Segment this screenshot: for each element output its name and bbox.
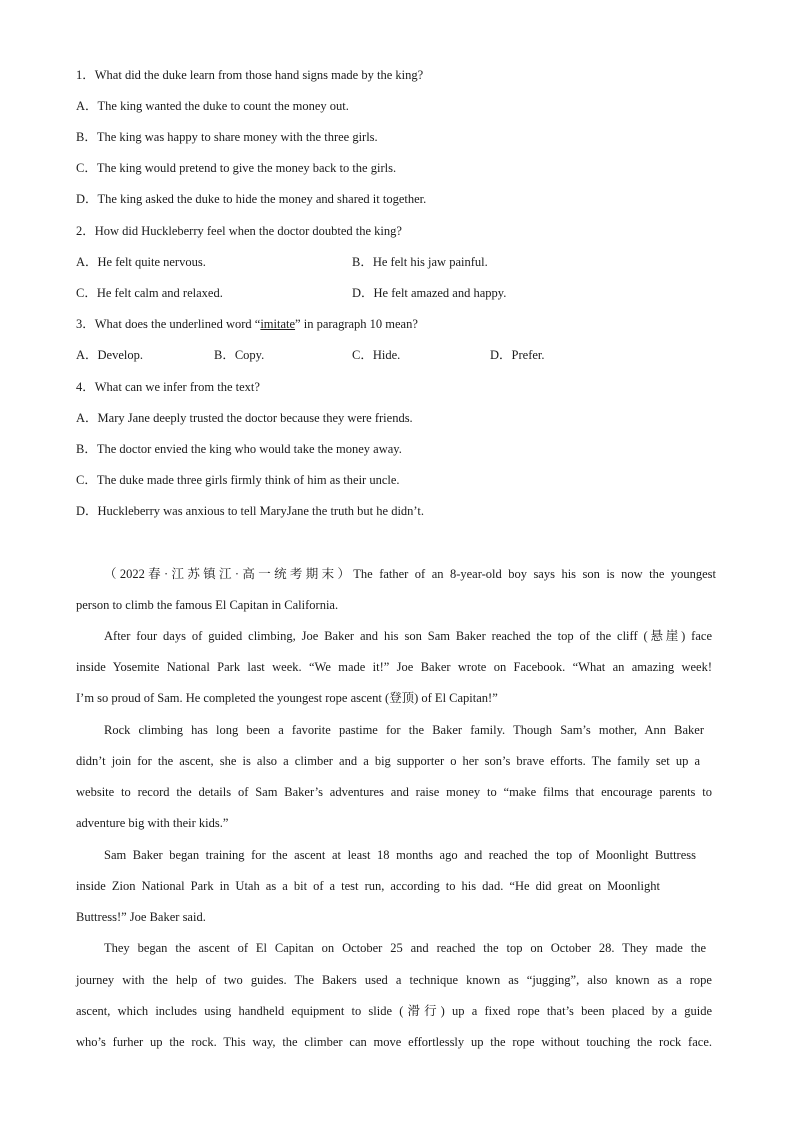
question-1-option-c: C．The king would pretend to give the money back to the girls. <box>76 161 397 175</box>
passage-line-3: After four days of guided climbing, Joe Baker and his son Sam Baker reached the top of the cliff (悬崖) face <box>104 629 712 643</box>
passage-line-1: （2022春·江苏镇江·高一统考期末）The father of an 8-year-old boy says his son is now the youngest <box>104 567 716 581</box>
passage-line-12: Buttress!” Joe Baker said. <box>76 910 206 924</box>
passage-line-15: ascent, which includes using handheld equipment to slide (滑行) up a fixed rope that’s been placed by a guide <box>76 1004 712 1018</box>
question-3-option-a: A．Develop. <box>76 348 143 362</box>
question-4-option-b: B．The doctor envied the king who would take the money away. <box>76 442 402 456</box>
passage-line-4: inside Yosemite National Park last week. “We made it!” Joe Baker wrote on Facebook. “What an amazing week! <box>76 660 712 674</box>
question-3-stem <box>76 316 418 332</box>
question-4-option-a: A．Mary Jane deeply trusted the doctor because they were friends. <box>76 411 413 425</box>
passage-line-11: inside Zion National Park in Utah as a bit of a test run, according to his dad. “He did great on Moonlight <box>76 879 660 893</box>
question-1-stem: 1．What did the duke learn from those hand signs made by the king? <box>76 68 424 82</box>
question-4-option-c: C．The duke made three girls firmly think of him as their uncle. <box>76 473 400 487</box>
question-4-stem: 4．What can we infer from the text? <box>76 380 260 394</box>
passage-line-16: who’s furher up the rock. This way, the climber can move effortlessly up the rope without touching the rock face. <box>76 1035 712 1049</box>
question-2-option-b: B．He felt his jaw painful. <box>352 255 488 269</box>
passage-line-8: website to record the details of Sam Baker’s adventures and raise money to “make films that encourage parents to <box>76 785 712 799</box>
passage-line-2: person to climb the famous El Capitan in California. <box>76 598 339 612</box>
question-3-option-b: B．Copy. <box>214 348 265 362</box>
question-3-underlined-word: imitate <box>260 317 296 331</box>
question-3-option-c: C．Hide. <box>352 348 401 362</box>
question-1-option-d: D．The king asked the duke to hide the money and shared it together. <box>76 192 427 206</box>
question-1-option-b: B．The king was happy to share money with the three girls. <box>76 130 378 144</box>
passage-line-6: Rock climbing has long been a favorite pastime for the Baker family. Though Sam’s mother, Ann Baker <box>104 723 704 737</box>
question-2-stem: 2．How did Huckleberry feel when the doctor doubted the king? <box>76 224 402 238</box>
passage-line-13: They began the ascent of El Capitan on October 25 and reached the top on October 28. They made the <box>104 941 706 955</box>
question-3-stem-after: ” in paragraph 10 mean? <box>295 317 418 331</box>
question-4-option-d: D．Huckleberry was anxious to tell MaryJane the truth but he didn’t. <box>76 504 424 518</box>
question-2-option-d: D．He felt amazed and happy. <box>352 286 507 300</box>
passage-line-7: didn’t join for the ascent, she is also a climber and a big supporter o her son’s brave efforts. The family set up a <box>76 754 700 768</box>
question-2-option-a: A．He felt quite nervous. <box>76 255 206 269</box>
question-3-stem-before: 3．What does the underlined word “ <box>76 317 261 331</box>
passage-line-14: journey with the help of two guides. The Bakers used a technique known as “jugging”, also known as a rope <box>76 973 712 987</box>
passage-line-9: adventure big with their kids.” <box>76 816 229 830</box>
question-1-option-a: A．The king wanted the duke to count the money out. <box>76 99 349 113</box>
passage-line-5: I’m so proud of Sam. He completed the youngest rope ascent (登顶) of El Capitan!” <box>76 691 498 705</box>
passage-line-10: Sam Baker began training for the ascent at least 18 months ago and reached the top of Moonlight Buttress <box>104 848 696 862</box>
question-2-option-c: C．He felt calm and relaxed. <box>76 286 223 300</box>
question-3-option-d: D．Prefer. <box>490 348 545 362</box>
